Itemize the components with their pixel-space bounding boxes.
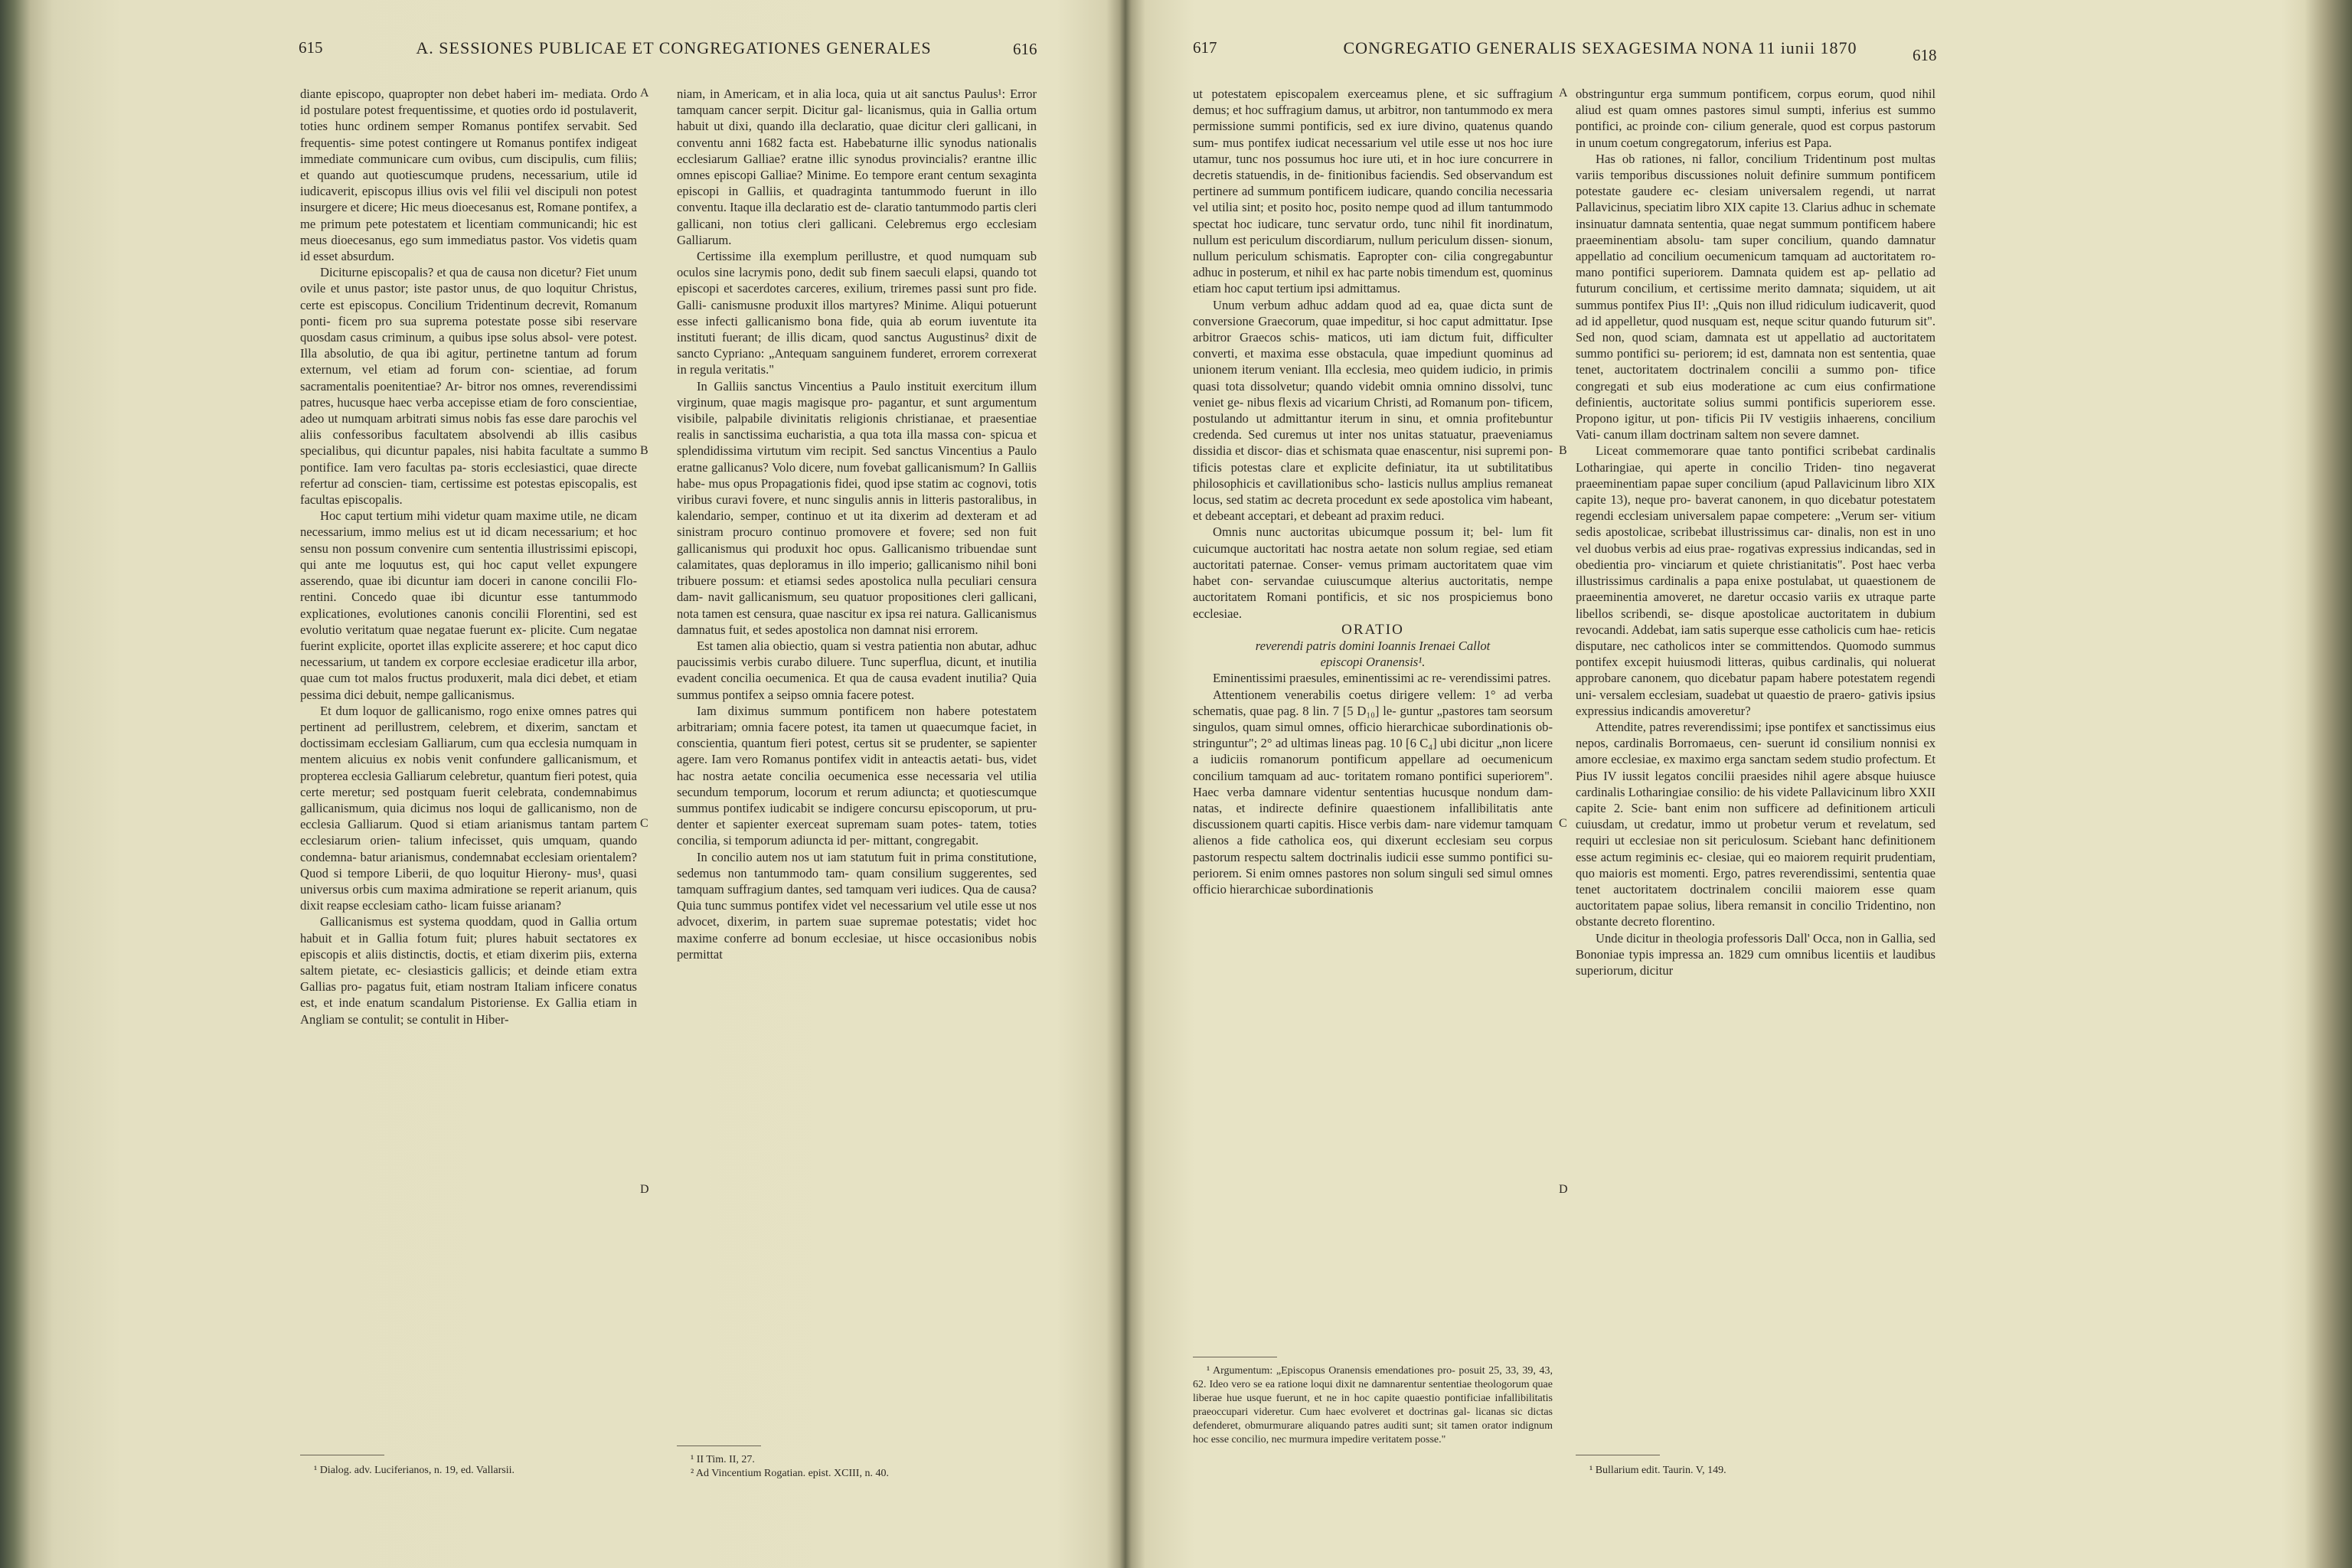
paragraph: Eminentissimi praesules, eminentissimi ac re- verendissimi patres. [1213,671,1551,686]
text-column-1 [1193,86,1553,897]
paragraph: Gallicanismus est systema quoddam, quod in Gallia ortum habuit et in Gallia fotum fuit; plures habuit sectatores ex episcopis et aliis distinctis, doctis, et etiam dixerim piis, externa saltem pietate, ec- clesiasticis gallicis; et deinde etiam extra Gallias pro- pagatus fuit, etiam nostram Italiam inficere conatus est, et inde enatum scandalum Pistoriense. Ex Gallia etiam in Angliam se contulit; se contulit in Hiber- [300,914,637,1027]
page-number: 615 [299,38,323,57]
margin-marker: B [1559,444,1567,457]
margin-marker: B [640,444,648,457]
footnote-text: ² Ad Vincentium Rogatian. epist. XCIII, n. 40. [691,1468,889,1479]
paragraph: In Galliis sanctus Vincentius a Paulo instituit exercitum illum virginum, quae magis magisque pro- pagantur, et sunt argumentum visibile, palpabile divinitatis religionis christianae, et praesentiae realis in sanctissima eucharistia, a qua tota illa massa con- spicua et splendidissima virtutum vim recipit. Sed sanctus Vincentius a Paulo eratne gallicanus? Volo dicere, num fovebat gallicanismum? In Galliis habe- mus opus Propagationis fidei, quod ipse statim ac cognovi, totis viribus curavi fovere, et nunc singulis annis in litteris pastoralibus, in kalendario, semper, continuo et ut ita dixerim ad dexteram et ad sinistram procuro continuo promovere et fovere; sed non fuit gallicanismus qui produxit hoc opus. Gallicanismo tribuendae sunt calamitates, quas deploramus in illo imperio; gallicanismo nihil boni tribuere possum: et etiamsi sedes apostolica nulla peculiari censura dam- navit gallicanismum, seu quatuor propositiones cleri gallicani, nota tamen est censura, quae nascitur ex ipsa rei natura. Gallicanismus damnatus fuit, et sedes apostolica non damnat nisi errorem. [677,378,1037,637]
text-column-2 [1576,86,1936,978]
paragraph: obstringuntur erga summum pontificem, corpus eorum, quod nihil aliud est quam omnes pastores simul sumpti, inferius est summo pontifici, ac proinde con- cilium generale, quod est corpus pastorum in unum coetum congregatorum, inferius est Papa. [1576,87,1936,150]
paragraph: Iam diximus summum pontificem non habere potestatem arbitrariam; omnia facere potest, ita tamen ut quaecumque faciet, in conscientia, quantum fieri potest, certus sit se prudenter, se sapienter agere. Iam vero Romanus pontifex vidit in anteactis aetati- bus, videt hac nostra aetate concilia oecumenica esse necessaria vel utilia secundum temporum, locorum et rerum adiuncta; et quotiescumque summus pontifex iudicabit se indigere concursu episcoporum, ut pru- denter et sapienter exerceat supremam suam potes- tatem, toties concilia, si temporum adiuncta id per- mittant, congregabit. [677,703,1037,848]
text-column-2 [677,86,1037,962]
footnote-text: ¹ Dialog. adv. Luciferianos, n. 19, ed. Vallarsii. [314,1465,514,1476]
page-number: 617 [1193,38,1217,57]
margin-marker: C [1559,817,1567,830]
paragraph: Certissime illa exemplum perillustre, et quod numquam sub oculos sine lacrymis pono, dedit sub finem saeculi elapsi, quando tot episcopi et sacerdotes carceres, exilium, triremes passi sunt pro fide. Galli- canismusne produxit illos martyres? Minime. Aliqui potuerunt esse infecti gallicanismo bona fide, quia ab eorum iuventute ita instituti fuerant; de illis dicam, quod sanctus Augustinus² dixit de sancto Cypriano: „Antequam sanguinem funderet, errorem correxerat in regula veritatis." [677,249,1037,377]
footnote [1193,1364,1553,1447]
paragraph: Est tamen alia obiectio, quam si vestra patientia non abutar, adhuc paucissimis verbis curabo diluere. Tunc superflua, dicunt, et inutilia evadent concilia oecumenica. Et qua de causa evadent inutilia? Quia summus pontifex a seipso omnia facere potest. [677,638,1037,702]
paragraph: Et dum loquor de gallicanismo, rogo enixe omnes patres qui pertinent ad perillustrem, celebrem, et dixerim, sanctam et doctissimam ecclesiam Galliarum, cum qua ecclesia numquam in mentem alicuius ex nobis venit confundere gallicanismum, et propterea ecclesia Galliarum celebretur, quantum fieri potest, quia certe meretur; sed postquam fuerit celebrata, condemnabimus gallicanismum, quia dicimus nos loqui de gallicanismo, non de ecclesia Galliarum. Quod si etiam arianismus tantam partem ecclesiarum orien- talium infecisset, quis umquam, quando condemna- batur arianismus, condemnabat ecclesiam orientalem? Quod si tempore Liberii, de quo loquitur Hierony- mus¹, quasi universus orbis cum maxima admiratione se reperit arianum, quis dixit reapse ecclesiam catho- licam fuisse arianam? [300,703,637,913]
section-subtitle: reverendi patris domini Ioannis Irenaei Callot [1255,638,1491,653]
footnote [1576,1464,1936,1478]
margin-marker: D [640,1183,649,1196]
margin-marker: A [640,87,649,100]
margin-marker: A [1559,87,1568,100]
paragraph: Unum verbum adhuc addam quod ad ea, quae dicta sunt de conversione Graecorum, quae impeditur, si hoc caput admittatur. Ipse arbitror Graecos schis- maticos, uti iam dictum fuit, difficulter converti, et maxima esse obstacula, quae impediunt quominus ad unionem iterum veniant. Illa ecclesia, meo quidem iudicio, in primis quasi tota dissolvetur; quando videbit omnia omnino dissolvi, tunc veniet ge- nibus flexis ad vicarium Christi, ad Romanum pon- tificem, postulando ut admittantur iterum in sinu, et omnia profitebuntur credenda. Sed curemus ut inter nos unitas statuatur, praeveniamus dissidia et discor- dias et schismata quae enascentur, nisi supremi pon- tificis potestas clare et explicite definiatur, ita ut subtilitatibus philosophicis et cavillationibus scho- lasticis nullus amplius remaneat locus, sed statim ac decreta procedunt ex sede apostolica vim habeant, et debeant acceptari, et debeant ad praxim reduci. [1193,297,1553,524]
page-number: 618 [1913,46,1937,64]
footnotes [677,1453,1037,1481]
running-head: A. SESSIONES PUBLICAE ET CONGREGATIONES GENERALES [416,38,932,57]
footnote-text: ¹ Bullarium edit. Taurin. V, 149. [1589,1465,1726,1476]
right-page [1125,0,2352,1568]
paragraph: niam, in Americam, et in alia loca, quia ut ait sanctus Paulus¹: Error tamquam cancer serpit. Dicitur gal- licanismus, quia in Gallia ortum habuit ut dixi, quando illa declaratio, quae dicitur cleri gallicani, in conventu anni 1682 facta est. Habebaturne illic synodus nationalis ecclesiarum Galliae? eratne illic synodus provincialis? erantne illic omnes episcopi Galliae? Minime. Eo tempore erant centum sexaginta episcopi in Galliis, et quadraginta tantummodo fuerunt in illo conventu. Itaque illa declaratio est de- claratio tantummodo partis cleri gallicani, non totius cleri gallicani. Celebremus ergo ecclesiam Galliarum. [677,87,1037,247]
paragraph: diante episcopo, quapropter non debet haberi im- mediata. Ordo id postulare potest frequentissime, et quoties ordo id postulaverit, toties hunc ordinem semper Romanus pontifex servabit. Sed frequentis- sime potest contingere ut Romanus pontifex indigeat immediate communicare cum ovibus, cum discipulis, cum filiis; et quando aut quotiescumque prudens, necessarium, utile id iudicaverit, episcopus illius ovis vel filii vel discipuli non potest insurgere et dicere; Hic meus dioecesanus est, Romane pontifex, a me primum pete potestatem et licentiam communicandi; hic est meus dioecesanus, ego sum immediatus pastor. Vos videtis quam id esset absurdum. [300,87,637,264]
margin-marker: D [1559,1183,1568,1196]
paragraph: Unde dicitur in theologia professoris Dall' Occa, non in Gallia, sed Bononiae typis impressa an. 1829 cum omnibus licentiis et laudibus superiorum, dicitur [1576,930,1936,978]
paragraph: In concilio autem nos ut iam statutum fuit in prima constitutione, sedemus non tantummodo tam- quam consilium suggerentes, sed tamquam suffragium dantes, sed tamquam veri iudices. Qua de causa? Quia tunc summus pontifex videt vel necessarium vel utile esse ut nos advocet, dixerim, in partem suae supremae potestatis; videt hoc maxime conferre ad bonum ecclesiae, ut hisce occasionibus nobis permittat [677,849,1037,962]
text-column-1 [300,86,637,1027]
paragraph: ut potestatem episcopalem exerceamus plene, et sic suffragium demus; et hoc suffragium damus, ut arbitror, non tantummodo ex mera permissione summi pontificis, sed ex iure divino, quatenus quando sum- mus pontifex iudicat necessarium vel utile esse ut nos hoc iure utamur, tunc nos possumus hoc iure uti, et in hoc iure concurrere in decretis statuendis, in de- finitionibus faciendis. Sed observandum est pertinere ad summum pontificem iudicare, quando concilia necessaria vel utilia sint; et posito hoc, posito nempe quod ad illum tantummodo spectat hoc iudicare, tunc servatur ordo, tunc nihil fit inordinatum, nullum est periculum discordiarum, nullum periculum dissen- sionum, nullum periculum schismatis. Eapropter con- cilia congregabuntur adhuc in posterum, et nihil ex hac parte nobis timendum est, quominus etiam hoc caput tertium ipsi admittamus. [1193,87,1553,296]
paragraph: Attentionem venerabilis coetus dirigere vellem: 1° ad verba schematis, quae pag. 8 lin. 7 [5 D₁₀] le- guntur „pastores tam seorsum singulos, quam simul omnes, officio hierarchicae subordinationis ob- stringuntur"; 2° ad ultimas lineas pag. 10 [6 C₄] ubi dicitur „non licere a iudiciis romanorum pontificum appellare ad oecumenicum concilium tamquam ad auc- toritatem romano pontifici superiorem". Haec verba damnare videntur sententias hucusque nondum dam- natas, et indirecte definire quaestionem infallibilitatis ante discussionem quarti capitis. Hisce verbis dam- nare videmur tamquam alienos a fide catholica eos, qui dixerunt ecclesiam seu corpus pastorum respectu saltem doctrinalis iudicii esse summo pontifici su- periorem. Si enim omnes pastores non solum singuli sed simul omnes officio hierarchicae subordinationis [1193,687,1553,897]
left-page [0,0,1122,1568]
paragraph: Diciturne episcopalis? et qua de causa non dicetur? Fiet unum ovile et unus pastor; iste pastor unus, de quo loquitur Christus, certe est episcopus. Concilium Tridentinum decrevit, Romanum ponti- ficem pro sua suprema potestate posse sibi reservare quosdam casus criminum, a quibus ipse solus absol- vere potest. Illa absolutio, de qua ibi agitur, pertinetne tantum ad forum externum, vel etiam ad forum con- scientiae, ad forum sacramentalis poenitentiae? Ar- bitror nos omnes, reverendissimi patres, hucusque haec verba accepisse etiam de foro conscientiae, adeo ut numquam arbitrati simus nobis fas esse dare parochis vel aliis confessoribus facultatem absolvendi ab illis casibus specialibus, qui dicuntur papales, nisi habita facultate a summo pontifice. Iam vero facultas pa- storis ecclesiastici, quae directe refertur ad conscien- tiam, certissime est potestas episcopalis, est facultas episcopalis. [300,265,637,508]
section-subtitle: episcopi Oranensis¹. [1320,655,1426,670]
footnote-text: ¹ II Tim. II, 27. [691,1454,755,1465]
footnote-text: ¹ Argumentum: „Episcopus Oranensis emendationes pro- posuit 25, 33, 39, 43, 62. Ideo vero se ea ratione loqui dixit ne damnarentur sententiae theologorum quae liberae hue usque fuerunt, et ne in hoc capite quaestio pontificiae infallibilitatis praeoccupari videretur. Cum haec evolveret et doctrinas gal- licanas sic dictas defenderet, obmurmurare aliquando patres auditi sunt; sit tamen orator indignum hoc esse concilio, nec murmura impedire veritatem posse." [1193,1365,1553,1446]
page-number: 616 [1013,40,1037,58]
margin-marker: C [640,817,648,830]
paragraph: Omnis nunc auctoritas ubicumque possum it; bel- lum fit cuicumque auctoritati hac nostra aetate non solum regiae, sed etiam auctoritati paternae. Conser- vemus primam auctoritatem quae vim habet con- servandae cuiuscumque alterius auctoritatis, nempe auctoritatem Romani pontificis, et sic nos prospiciemus bono ecclesiae. [1193,524,1553,621]
paragraph: Has ob rationes, ni fallor, concilium Tridentinum post multas variis temporibus discussiones noluit definire summum pontificem potestate gaudere ec- clesiam universalem regendi, ut narrat Pallavicinus, speciatim libro XIX capite 13. Clarius adhuc in schemate insinuatur damnata sententia, quae negat summum pontificem habere praeeminentiam absolu- tam super concilium, quando damnatur appellatio ad concilium oecumenicum tamquam ad auctoritatem ro- mano pontifici superiorem. Damnata quidem est ap- pellatio ad futurum concilium, et certissime merito damnata; siquidem, ut ait summus pontifex Pius II¹: „Quis non illud ridiculum iudicaverit, quod ad id appelletur, quod nusquam est, neque scitur quando futurum sit". Sed non, quod sciam, damnata est ut appellatio ad auctoritatem summo pontifici su- periorem; id est, damnata non est sententia, quae tenet, auctoritatem doctrinalem concilii a summo pon- tifice congregati et sub eius moderatione ac cum eius confirmatione definientis, auctoritate solius summi pontificis superiorem esse. Propono igitur, ut pon- tificis Pii IV vestigiis inhaerens, concilium Vati- canum illam doctrinam saltem non severe damnet. [1576,151,1936,443]
paragraph: Attendite, patres reverendissimi; ipse pontifex et sanctissimus eius nepos, cardinalis Borromaeus, cen- suerunt id consilium nonnisi ex amore ecclesiae, ex maximo erga sanctam sedem studio profectum. Et Pius IV iussit legatos concilii praesides nihil agere absque huiusce cardinalis Lotharingiae consilio: de his videte Pallavicinum libro XXII capite 2. Scie- bant enim non sufficere ad definitionem articuli cuiusdam, ut credatur, immo ut probetur verum et revelatum, sed requiri ut ecclesiae non sit periculosum. Sciebant hanc definitionem esse actum regiminis ec- clesiae, qui eo maiorem requirit prudentiam, quo maioris est momenti. Ergo, patres reverendissimi, sententia quae tenet auctoritatem doctrinalem concilii maiorem esse quam auctoritatem papae solius, libera remansit in concilio Tridentino, non obstante decreto florentino. [1576,719,1936,929]
running-head: CONGREGATIO GENERALIS SEXAGESIMA NONA 11 iunii 1870 [1343,38,1857,57]
paragraph: Hoc caput tertium mihi videtur quam maxime utile, ne dicam necessarium, immo melius est ut id dicam necessarium; et hoc sensu non possum convenire cum sententia illustrissimi episcopi, qui ante me loquutus est, qui hoc caput vellet expungere asserendo, quae ibi dicuntur iam doceri in canone concilii Flo- rentini. Concedo quae ibi dicuntur esse tantummodo explicationes, evolutiones canonis concilii Florentini, sed est evolutio veritatum quae negatae fuerunt ex- plicite. Cum negatae fuerint explicite, oportet illas explicite asserere; et hoc caput dico necessarium, ut tandem ex corpore ecclesiae eradicetur illa arbor, quae cum tot malos fructus produxerit, mala dici debet, et etiam pessima dici debuit, nempe gallicanismus. [300,508,637,702]
footnote [300,1464,637,1478]
paragraph: Liceat commemorare quae tanto pontifici scribebat cardinalis Lotharingiae, qui aperte in concilio Triden- tino negaverat praeeminentiam papae super concilium (apud Pallavicinum libro XIX capite 13), neque pro- baverat canonem, in quo dicebatur potestatem regendi ecclesiam universalem papae competere: „Verum ser- vitium sedis apostolicae, scribebat illustrissimus car- dinalis, non est in uno vel duobus verbis ad eius prae- rogativas expressius indicandas, sed in obedientia pro- vinciarum et quiete christianitatis". Post haec verba illustrissimus cardinalis a papa enixe postulabat, ut quaestionem de praeeminentia amoveret, ne daretur occasio variis ex utraque parte libellos scribendi, se- disque apostolicae auctoritatem in dubium revocandi. Addebat, iam satis superque esse catholicis cum hae- reticis disputare, nec catholicos inter se committendos. Quomodo summus pontifex excepit huiusmodi litteras, quibus cardinalis, qui noluerat approbare canonem, quo dicebatur papam habere potestatem regendi uni- versalem ecclesiam, suadebat ut quaestio de praero- gativis ipsius expressius indicandis amoveretur? [1576,443,1936,718]
section-title: ORATIO [1341,621,1404,638]
